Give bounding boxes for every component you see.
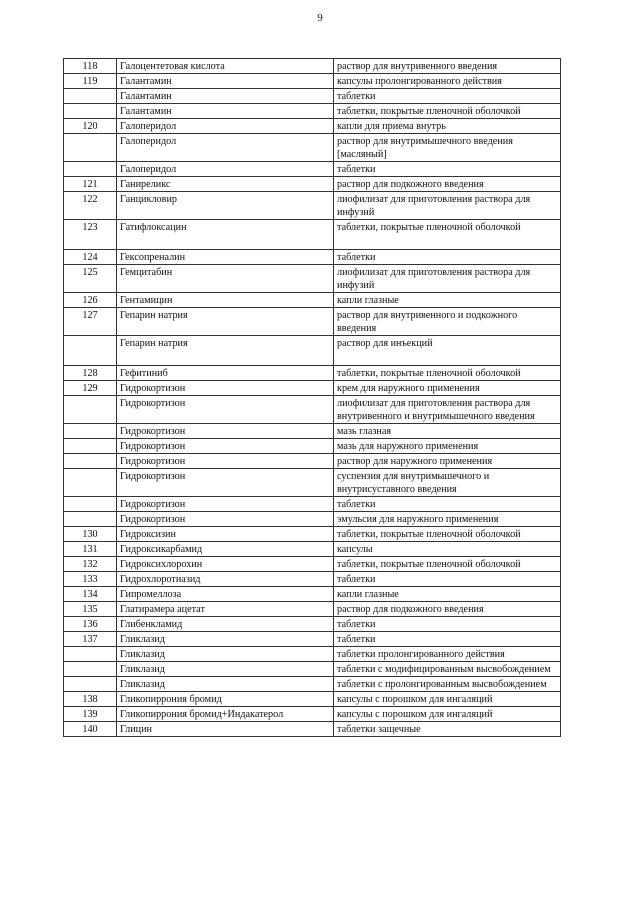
drug-name: Галоперидол	[117, 134, 334, 162]
row-number: 134	[64, 587, 117, 602]
dosage-form: капсулы пролонгированного действия	[334, 74, 561, 89]
dosage-form: таблетки, покрытые пленочной оболочкой	[334, 220, 561, 250]
table-row	[64, 677, 561, 692]
drug-name: Гликлазид	[117, 647, 334, 662]
row-number	[64, 677, 117, 692]
drug-name: Гатифлоксацин	[117, 220, 334, 250]
row-number: 120	[64, 119, 117, 134]
dosage-form: лиофилизат для приготовления раствора для инфузий	[334, 192, 561, 220]
row-number: 118	[64, 59, 117, 74]
table-row	[64, 512, 561, 527]
table-row	[64, 89, 561, 104]
drug-name: Гидрохлоротиазид	[117, 572, 334, 587]
drug-name: Гидрокортизон	[117, 497, 334, 512]
dosage-form: таблетки с пролонгированным высвобождением	[334, 677, 561, 692]
table-row	[64, 177, 561, 192]
table-row	[64, 587, 561, 602]
row-number	[64, 662, 117, 677]
table-row	[64, 119, 561, 134]
drug-table	[63, 58, 561, 737]
drug-name: Гидрокортизон	[117, 469, 334, 497]
table-row	[64, 722, 561, 737]
dosage-form: капсулы	[334, 542, 561, 557]
drug-name: Галантамин	[117, 74, 334, 89]
dosage-form: раствор для наружного применения	[334, 454, 561, 469]
drug-name: Гепарин натрия	[117, 308, 334, 336]
table-row	[64, 381, 561, 396]
row-number: 119	[64, 74, 117, 89]
table-row	[64, 692, 561, 707]
drug-name: Галантамин	[117, 89, 334, 104]
dosage-form: лиофилизат для приготовления раствора для инфузий	[334, 265, 561, 293]
dosage-form: таблетки	[334, 572, 561, 587]
drug-name: Гидрокортизон	[117, 424, 334, 439]
table-row	[64, 647, 561, 662]
row-number: 136	[64, 617, 117, 632]
dosage-form: раствор для внутривенного введения	[334, 59, 561, 74]
row-number: 129	[64, 381, 117, 396]
dosage-form: таблетки, покрытые пленочной оболочкой	[334, 366, 561, 381]
row-number: 137	[64, 632, 117, 647]
table-row	[64, 162, 561, 177]
drug-name: Гипромеллоза	[117, 587, 334, 602]
table-row	[64, 424, 561, 439]
row-number	[64, 396, 117, 424]
drug-name: Глибенкламид	[117, 617, 334, 632]
row-number: 122	[64, 192, 117, 220]
table-row	[64, 542, 561, 557]
drug-name: Гидрокортизон	[117, 454, 334, 469]
drug-name: Гидрокортизон	[117, 512, 334, 527]
dosage-form: суспензия для внутримышечного и внутрисуставного введения	[334, 469, 561, 497]
row-number	[64, 512, 117, 527]
dosage-form: таблетки	[334, 617, 561, 632]
dosage-form: лиофилизат для приготовления раствора для внутривенного и внутримышечного введения	[334, 396, 561, 424]
table-row	[64, 134, 561, 162]
table-row	[64, 265, 561, 293]
table-row	[64, 336, 561, 366]
drug-name: Гидрокортизон	[117, 381, 334, 396]
dosage-form: капли для приема внутрь	[334, 119, 561, 134]
drug-name: Галоперидол	[117, 119, 334, 134]
dosage-form: таблетки с модифицированным высвобождением	[334, 662, 561, 677]
drug-name: Галоперидол	[117, 162, 334, 177]
table-row	[64, 293, 561, 308]
dosage-form: капсулы с порошком для ингаляций	[334, 692, 561, 707]
dosage-form: капли глазные	[334, 587, 561, 602]
table-row	[64, 74, 561, 89]
dosage-form: таблетки	[334, 250, 561, 265]
table-row	[64, 617, 561, 632]
dosage-form: таблетки, покрытые пленочной оболочкой	[334, 557, 561, 572]
dosage-form: мазь глазная	[334, 424, 561, 439]
drug-name: Гидроксизин	[117, 527, 334, 542]
row-number	[64, 439, 117, 454]
row-number: 133	[64, 572, 117, 587]
drug-name: Ганцикловир	[117, 192, 334, 220]
dosage-form: таблетки, покрытые пленочной оболочкой	[334, 527, 561, 542]
row-number	[64, 134, 117, 162]
dosage-form: капсулы с порошком для ингаляций	[334, 707, 561, 722]
dosage-form: эмульсия для наружного применения	[334, 512, 561, 527]
table-row	[64, 602, 561, 617]
table-row	[64, 662, 561, 677]
dosage-form: таблетки	[334, 89, 561, 104]
dosage-form: раствор для подкожного введения	[334, 177, 561, 192]
row-number: 127	[64, 308, 117, 336]
row-number	[64, 647, 117, 662]
row-number	[64, 424, 117, 439]
row-number: 124	[64, 250, 117, 265]
drug-name: Глатирамера ацетат	[117, 602, 334, 617]
dosage-form: таблетки защечные	[334, 722, 561, 737]
drug-name: Глицин	[117, 722, 334, 737]
dosage-form: таблетки	[334, 162, 561, 177]
table-row	[64, 497, 561, 512]
row-number: 131	[64, 542, 117, 557]
table-row	[64, 632, 561, 647]
row-number: 139	[64, 707, 117, 722]
drug-name: Гентамицин	[117, 293, 334, 308]
table-row	[64, 454, 561, 469]
drug-name: Галантамин	[117, 104, 334, 119]
row-number: 128	[64, 366, 117, 381]
dosage-form: раствор для внутримышечного введения [масляный]	[334, 134, 561, 162]
dosage-form: таблетки	[334, 497, 561, 512]
row-number: 125	[64, 265, 117, 293]
drug-name: Гепарин натрия	[117, 336, 334, 366]
row-number: 126	[64, 293, 117, 308]
dosage-form: мазь для наружного применения	[334, 439, 561, 454]
table-row	[64, 469, 561, 497]
table-row	[64, 59, 561, 74]
table-row	[64, 250, 561, 265]
row-number: 138	[64, 692, 117, 707]
table-row	[64, 366, 561, 381]
drug-name: Гидроксикарбамид	[117, 542, 334, 557]
row-number: 130	[64, 527, 117, 542]
drug-name: Гликлазид	[117, 632, 334, 647]
row-number	[64, 497, 117, 512]
row-number: 135	[64, 602, 117, 617]
table-row	[64, 220, 561, 250]
row-number: 140	[64, 722, 117, 737]
row-number	[64, 89, 117, 104]
drug-name: Ганиреликс	[117, 177, 334, 192]
drug-name: Гидрокортизон	[117, 396, 334, 424]
drug-name: Гемцитабин	[117, 265, 334, 293]
dosage-form: таблетки пролонгированного действия	[334, 647, 561, 662]
dosage-form: раствор для инъекций	[334, 336, 561, 366]
table-row	[64, 527, 561, 542]
row-number	[64, 469, 117, 497]
dosage-form: раствор для подкожного введения	[334, 602, 561, 617]
dosage-form: крем для наружного применения	[334, 381, 561, 396]
dosage-form: раствор для внутривенного и подкожного введения	[334, 308, 561, 336]
drug-name: Гидрокортизон	[117, 439, 334, 454]
row-number	[64, 104, 117, 119]
row-number: 121	[64, 177, 117, 192]
drug-name: Гликопиррония бромид+Индакатерол	[117, 707, 334, 722]
drug-name: Гефитиниб	[117, 366, 334, 381]
drug-name: Гликлазид	[117, 662, 334, 677]
row-number	[64, 162, 117, 177]
dosage-form: капли глазные	[334, 293, 561, 308]
row-number	[64, 336, 117, 366]
table-row	[64, 439, 561, 454]
page-number: 9	[317, 12, 323, 24]
drug-name: Галоцентетовая кислота	[117, 59, 334, 74]
table-row	[64, 557, 561, 572]
table-row	[64, 104, 561, 119]
row-number: 132	[64, 557, 117, 572]
dosage-form: таблетки	[334, 632, 561, 647]
table-row	[64, 396, 561, 424]
drug-name: Гексопреналин	[117, 250, 334, 265]
drug-name: Гидроксихлорохин	[117, 557, 334, 572]
drug-name: Гликопиррония бромид	[117, 692, 334, 707]
table-row	[64, 572, 561, 587]
table-row	[64, 192, 561, 220]
table-row	[64, 707, 561, 722]
table-body	[64, 59, 561, 737]
dosage-form: таблетки, покрытые пленочной оболочкой	[334, 104, 561, 119]
table-row	[64, 308, 561, 336]
drug-name: Гликлазид	[117, 677, 334, 692]
row-number: 123	[64, 220, 117, 250]
row-number	[64, 454, 117, 469]
